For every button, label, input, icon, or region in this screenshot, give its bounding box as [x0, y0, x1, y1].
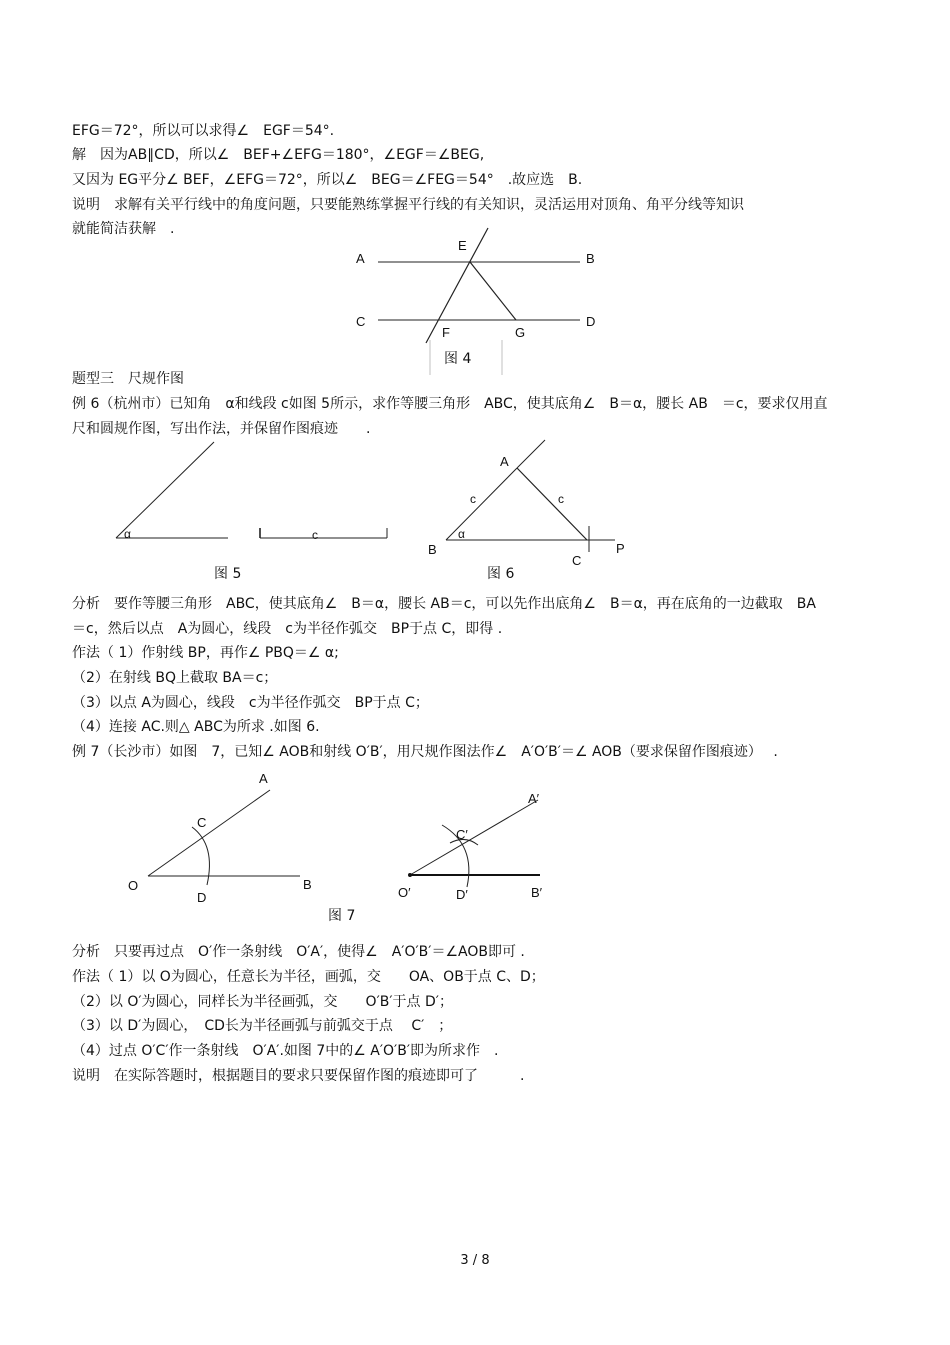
figure-7-caption: 图 7 [328, 908, 356, 924]
label-p: P [616, 541, 625, 556]
text-line-4: 说明 求解有关平行线中的角度问题，只要能熟练掌握平行线的有关知识，灵活运用对顶角、角平分线等知识 [72, 197, 744, 213]
figure-5 [110, 440, 400, 550]
label-o-prime: O′ [398, 885, 411, 900]
angle-ray-upper [116, 442, 214, 538]
figure-7 [120, 765, 560, 910]
text-line-13: （3）以点 A为圆心，线段 c为半径作弧交 BP于点 C； [72, 695, 429, 711]
text-line-12: （2）在射线 BQ上截取 BA＝c； [72, 670, 278, 686]
text-line-20: （4）过点 O′C′作一条射线 O′A′.如图 7中的∠ A′O′B′即为所求作 . [72, 1043, 499, 1059]
label-b: B [586, 251, 595, 266]
label-a: A [500, 454, 509, 469]
label-a-prime: A′ [528, 791, 540, 806]
text-line-11: 作法（ 1）作射线 BP，再作∠ PBQ＝∠ α; [72, 645, 339, 661]
text-line-3: 又因为 EG平分∠ BEF，∠EFG＝72°，所以∠ BEG＝∠FEG＝54° .故应选 B. [72, 172, 583, 188]
ray-bq-extension [517, 440, 545, 468]
label-a: A [259, 771, 268, 786]
side-ac [517, 468, 587, 540]
label-d: D [197, 890, 207, 905]
text-line-21: 说明 在实际答题时，根据题目的要求只要保留作图的痕迹即可了 . [72, 1068, 525, 1084]
text-line-7: 例 6（杭州市）已知角 α和线段 c如图 5所示，求作等腰三角形 ABC，使其底角∠ B＝α，腰长 AB ＝c，要求仅用直 [72, 396, 828, 412]
page-number: 3 / 8 [460, 1253, 490, 1268]
point-o-prime [408, 873, 412, 877]
text-line-18: （2）以 O′为圆心，同样长为半径画弧，交 O′B′于点 D′； [72, 994, 453, 1010]
label-c-prime: C′ [456, 827, 468, 842]
label-a: A [356, 251, 365, 266]
label-c: C [572, 553, 582, 568]
text-line-2: 解 因为AB∥CD，所以∠ BEF+∠EFG＝180°，∠EGF＝∠BEG, [72, 147, 485, 163]
ray-o-prime-a-prime [410, 800, 538, 875]
label-f: F [442, 325, 450, 340]
side-ba [446, 468, 517, 540]
figure-4-caption: 图 4 [444, 351, 472, 367]
figure-6-caption: 图 6 [487, 566, 515, 582]
label-c: c [312, 528, 318, 542]
label-c: C [197, 815, 207, 830]
text-line-17: 作法（ 1）以 O为圆心，任意长为半径，画弧，交 OA、OB于点 C、D； [72, 969, 545, 985]
segment-eg [470, 262, 516, 320]
label-e: E [458, 238, 467, 253]
label-b: B [303, 877, 312, 892]
label-side-c-left: c [470, 492, 476, 506]
text-line-15: 例 7（长沙市）如图 7，已知∠ AOB和射线 O′B′，用尺规作图法作∠ A′O′B′＝∠ AOB（要求保留作图痕迹） . [72, 744, 778, 760]
label-g: G [515, 325, 526, 340]
text-line-16: 分析 只要再过点 O′作一条射线 O′A′，使得∠ A′O′B′＝∠AOB即可 . [72, 944, 525, 960]
label-o: O [128, 878, 139, 893]
figure-4 [340, 225, 620, 375]
text-line-19: （3）以 D′为圆心， CD长为半径画弧与前弧交于点 C′ ； [72, 1018, 453, 1034]
transversal-ef [426, 228, 488, 343]
figure-6 [420, 438, 640, 570]
text-line-9: 分析 要作等腰三角形 ABC，使其底角∠ B＝α，腰长 AB＝c，可以先作出底角∠ B＝α，再在底角的一边截取 BA [72, 596, 816, 612]
label-side-c-right: c [558, 492, 564, 506]
text-line-5: 就能简洁获解 . [72, 221, 175, 237]
label-c: C [356, 314, 366, 329]
text-line-1: EFG＝72°，所以可以求得∠ EGF＝54°. [72, 123, 335, 139]
label-d-prime: D′ [456, 887, 468, 902]
figure-5-caption: 图 5 [214, 566, 242, 582]
label-d: D [586, 314, 596, 329]
text-line-14: （4）连接 AC.则△ ABC为所求 .如图 6. [72, 719, 320, 735]
label-alpha: α [124, 527, 131, 541]
label-b: B [428, 542, 437, 557]
label-alpha: α [458, 527, 465, 541]
text-line-8: 尺和圆规作图，写出作法，并保留作图痕迹 . [72, 421, 371, 437]
text-line-10: ＝c，然后以点 A为圆心，线段 c为半径作弧交 BP于点 C，即得 . [72, 621, 503, 637]
label-b-prime: B′ [531, 885, 543, 900]
text-line-6: 题型三 尺规作图 [72, 371, 184, 387]
